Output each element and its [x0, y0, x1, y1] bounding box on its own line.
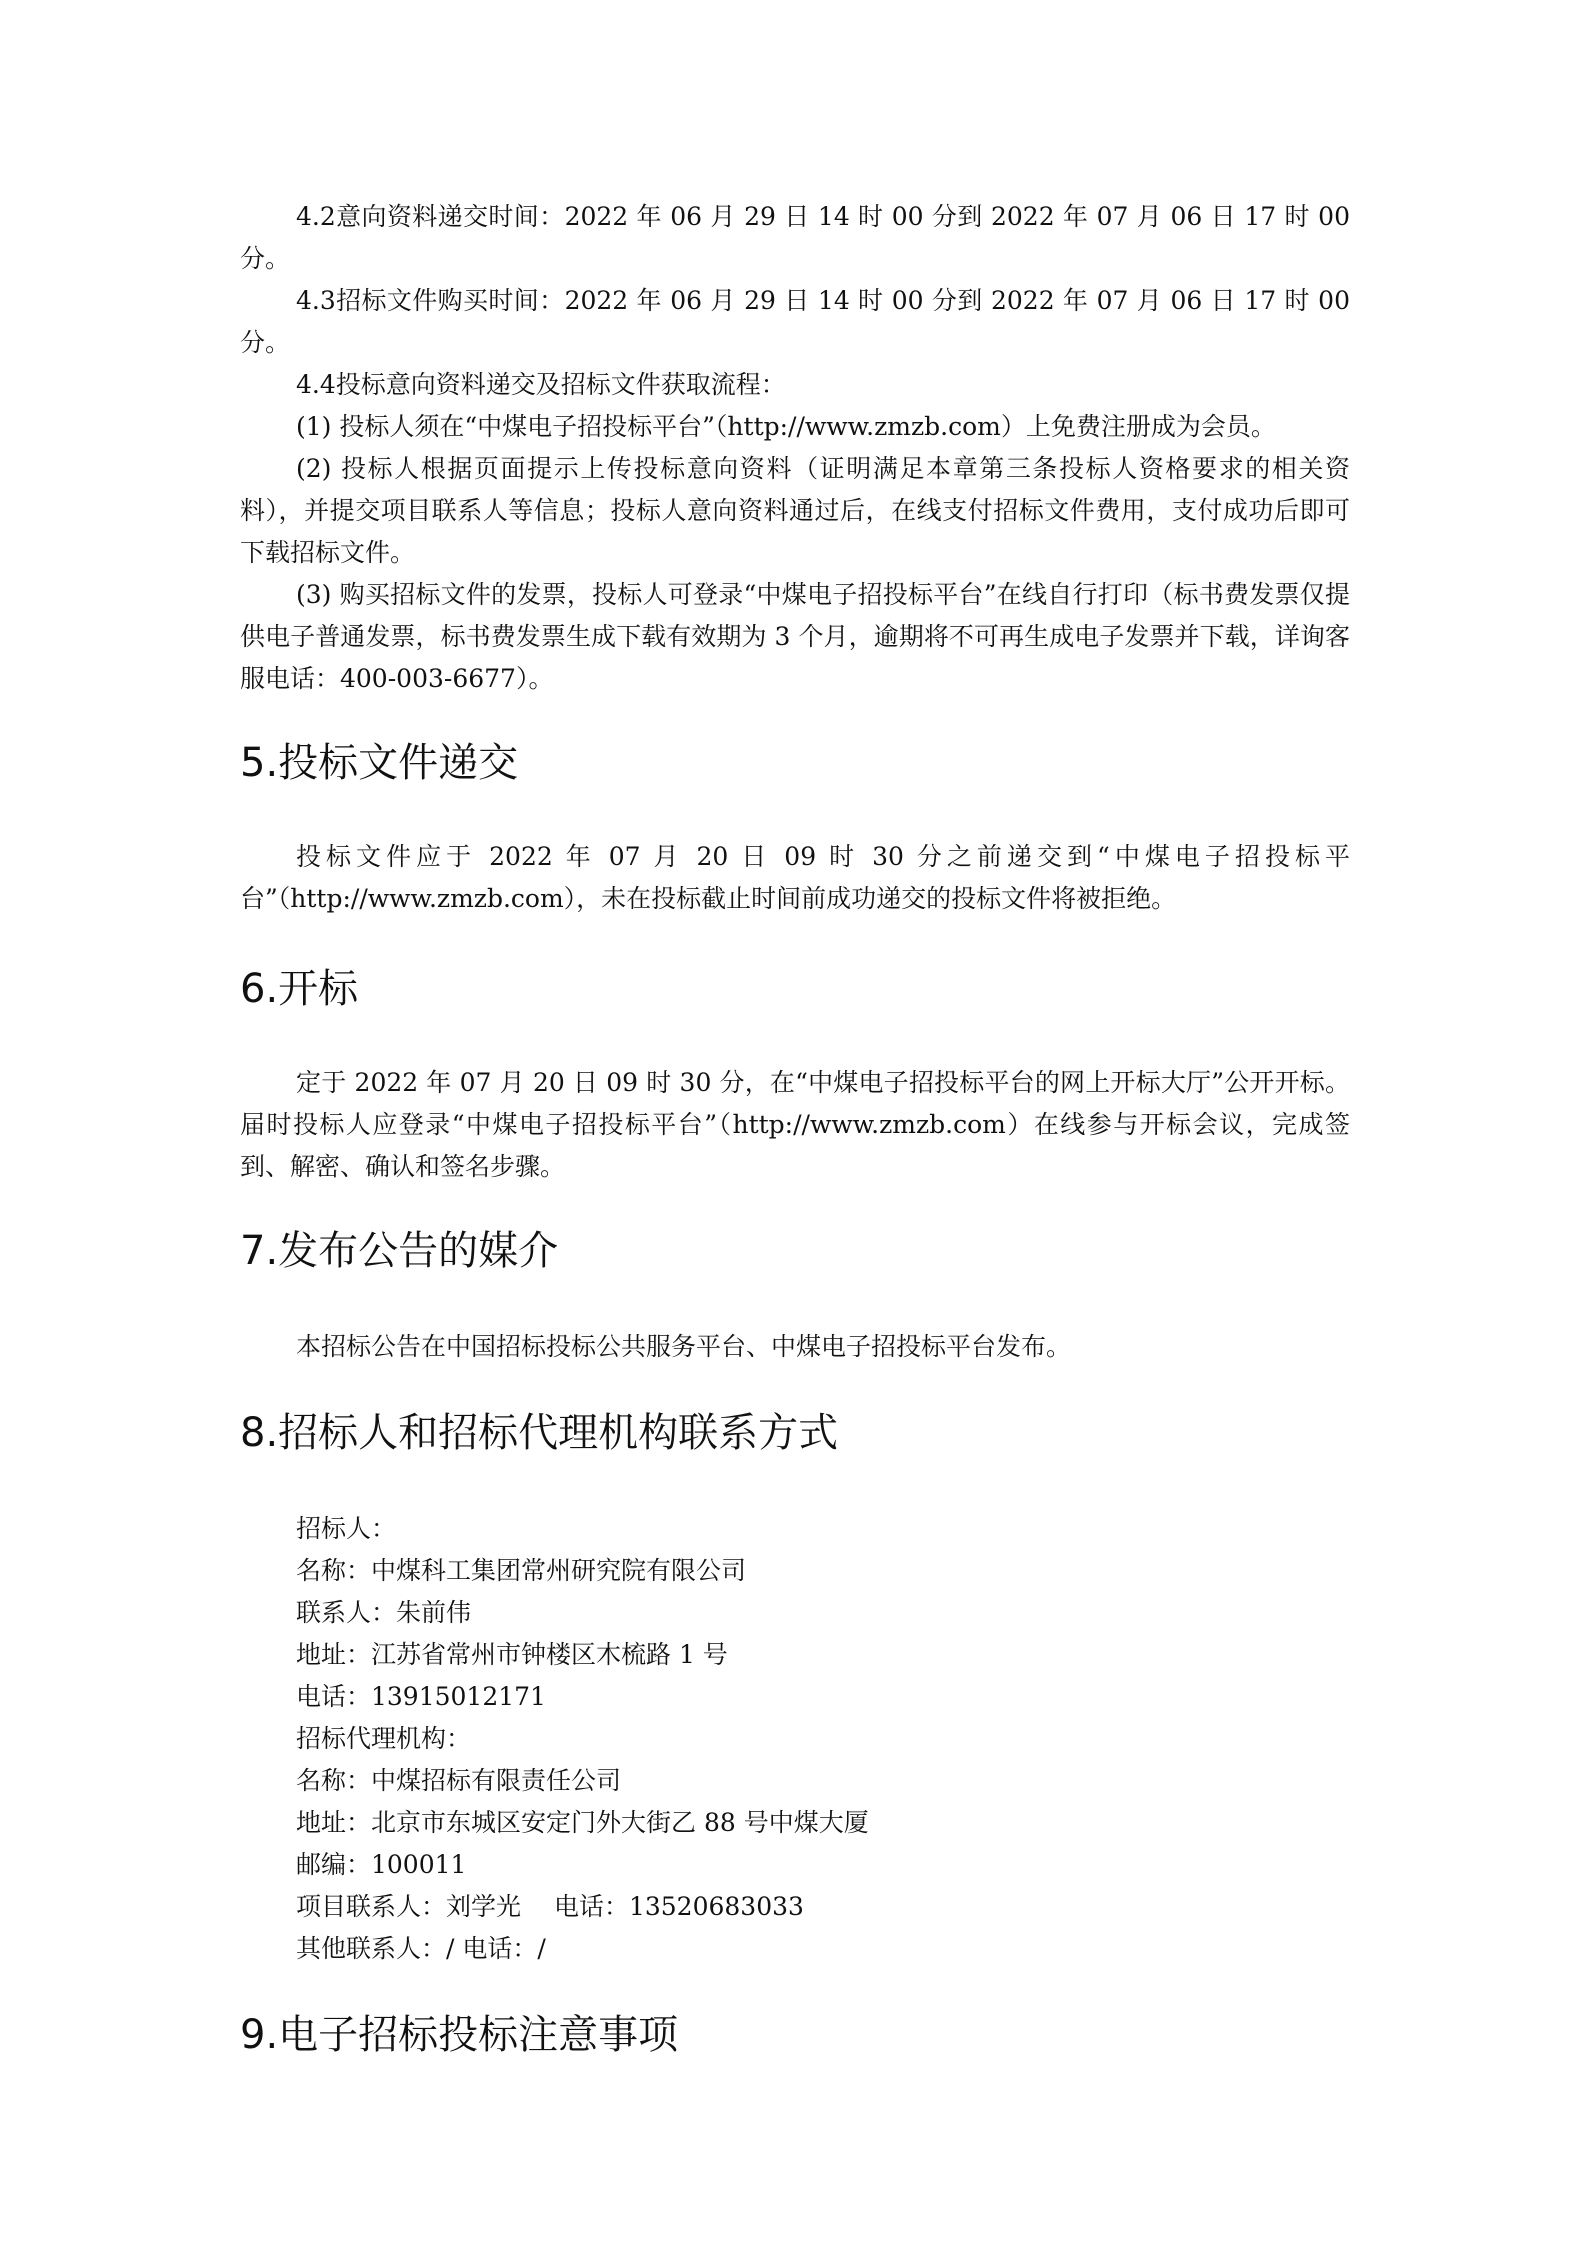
bid-submission-text: 投标文件应于 2022 年 07 月 20 日 09 时 30 分之前递交到“中煤电子招投标平台”（http://www.zmzb.com），未在投标截止时间前成功递交的投标文件将被拒绝。: [240, 842, 1350, 913]
paragraph-4-3: 4.3招标文件购买时间：2022 年 06 月 29 日 14 时 00 分到 2022 年 07 月 06 日 17 时 00 分。: [240, 286, 1350, 357]
contact-line: 招标代理机构：: [296, 1724, 472, 1753]
heading-bid-opening: 6.开标: [240, 966, 359, 1012]
contact-line: 地址：江苏省常州市钟楼区木梳路 1 号: [296, 1640, 728, 1669]
contact-line: 地址：北京市东城区安定门外大街乙 88 号中煤大厦: [296, 1808, 869, 1837]
contact-line: 招标人：: [296, 1514, 397, 1543]
contact-block: [240, 1508, 1350, 1970]
contact-line: 名称：中煤招标有限责任公司: [296, 1766, 622, 1795]
bid-opening-text: 定于 2022 年 07 月 20 日 09 时 30 分，在“中煤电子招投标平台的网上开标大厅”公开开标。届时投标人应登录“中煤电子招投标平台”（http://www.zmzb.com）在线参与开标会议，完成签到、解密、确认和签名步骤。: [240, 1068, 1350, 1181]
contact-line: 项目联系人：刘学光 电话：13520683033: [296, 1892, 804, 1921]
heading-publication-media: 7.发布公告的媒介: [240, 1228, 559, 1274]
contact-line: 其他联系人：/ 电话：/: [296, 1934, 546, 1963]
heading-contact-info: 8.招标人和招标代理机构联系方式: [240, 1410, 839, 1456]
step-1: (1) 投标人须在“中煤电子招投标平台”（http://www.zmzb.com）上免费注册成为会员。: [296, 412, 1276, 441]
contact-line: 邮编：100011: [296, 1850, 467, 1879]
step-2: (2) 投标人根据页面提示上传投标意向资料（证明满足本章第三条投标人资格要求的相关资料），并提交项目联系人等信息；投标人意向资料通过后，在线支付招标文件费用，支付成功后即可下载招标文件。: [240, 454, 1350, 567]
heading-e-bidding-notes: 9.电子招标投标注意事项: [240, 2012, 679, 2058]
contact-line: 联系人：朱前伟: [296, 1598, 472, 1627]
document-body: [240, 196, 1350, 2060]
publication-media-text: 本招标公告在中国招标投标公共服务平台、中煤电子招投标平台发布。: [296, 1332, 1072, 1361]
contact-line: 电话：13915012171: [296, 1682, 546, 1711]
step-3: (3) 购买招标文件的发票，投标人可登录“中煤电子招投标平台”在线自行打印（标书费发票仅提供电子普通发票，标书费发票生成下载有效期为 3 个月，逾期将不可再生成电子发票并下载，详询客服电话：400-003-6677）。: [240, 580, 1350, 693]
heading-bid-submission: 5.投标文件递交: [240, 740, 519, 786]
paragraph-4-2: 4.2意向资料递交时间：2022 年 06 月 29 日 14 时 00 分到 2022 年 07 月 06 日 17 时 00 分。: [240, 202, 1350, 273]
contact-line: 名称：中煤科工集团常州研究院有限公司: [296, 1556, 747, 1585]
paragraph-4-4: 4.4投标意向资料递交及招标文件获取流程：: [296, 370, 786, 399]
